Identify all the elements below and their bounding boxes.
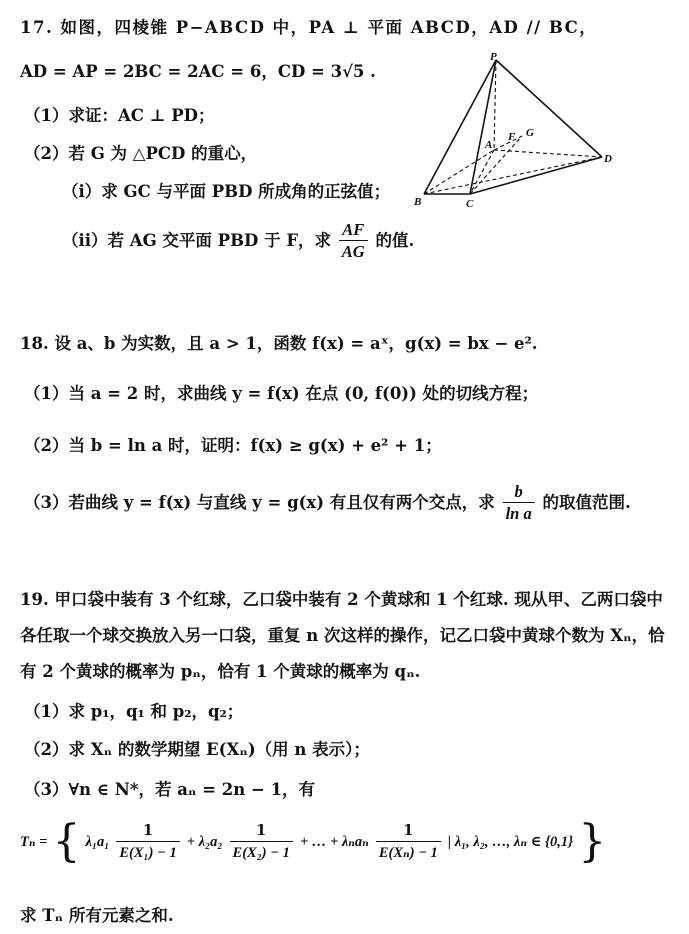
edge-pc [470,60,496,194]
fraction-numerator: 1 [116,821,179,842]
set-term-1-fraction [116,821,179,864]
q17-part-2-ii [62,220,414,263]
q19-part-3: （3）∀n ∈ N*，若 aₙ = 2n − 1，有 [24,780,316,799]
fraction-denominator: E(X₁) − 1 [119,844,177,861]
set-term-2-coef: + λ₂a₂ [186,834,223,850]
edge-cd [470,157,602,194]
label-G: G [526,127,534,139]
q18-part-1: （1）当 a = 2 时，求曲线 y = f(x) 在点 (0, f(0)) 处的切线方程； [24,384,539,403]
fraction-denominator: ln a [505,504,532,523]
q18-part-3-text: （3）若曲线 y = f(x) 与直线 y = g(x) 有且仅有两个交点，求 [24,493,495,512]
q17-part-1: （1）求证：AC ⊥ PD； [24,106,215,125]
q17-part-2-ii-text: （ii）若 AG 交平面 PBD 于 F，求 [62,231,332,250]
right-brace: } [578,816,607,867]
fraction-numerator: 1 [376,821,441,842]
q19-stem-line-1: 19. 甲口袋中装有 3 个红球，乙口袋中装有 2 个黄球和 1 个红球. 现从甲、乙两口袋中 [20,590,663,609]
edge-ab [424,150,494,194]
left-brace: { [52,816,81,867]
q17-part-2-ii-tail: 的值. [375,231,415,250]
q18-part-3 [24,482,631,525]
set-lhs: Tₙ = [20,834,48,850]
edge-pb [424,60,496,194]
set-term-1-coef: λ₁a₁ [85,834,110,850]
q19-stem-line-2: 各任取一个球交换放入另一口袋，重复 n 次这样的操作，记乙口袋中黄球个数为 Xₙ，恰 [20,626,665,645]
diagonal-bd [424,157,602,194]
q18-stem: 18. 设 a、b 为实数，且 a > 1，函数 f(x) = aˣ，g(x) = bx − e². [20,334,538,353]
pyramid-figure [410,52,620,212]
segment-gc [470,136,522,194]
q17-part-2-i: （i）求 GC 与平面 PBD 所成角的正弦值； [62,182,391,201]
label-P: P [490,52,497,63]
edge-pa [494,60,496,150]
q19-final-question: 求 Tₙ 所有元素之和. [20,906,174,925]
set-term-n-coef: + … + λₙaₙ [299,834,369,850]
fraction-denominator: AG [341,242,365,261]
fraction-numerator: b [503,482,535,503]
label-A: A [485,139,493,151]
label-F: F [508,131,516,143]
q19-part-2: （2）求 Xₙ 的数学期望 E(Xₙ)（用 n 表示）； [24,740,370,759]
q19-stem-line-3: 有 2 个黄球的概率为 pₙ，恰有 1 个黄球的概率为 qₙ. [20,662,421,681]
q19-part-1: （1）求 p₁，q₁ 和 p₂，q₂； [24,702,244,721]
af-over-ag-fraction [339,220,368,263]
set-term-n-fraction [376,821,441,864]
fraction-denominator: E(Xₙ) − 1 [378,844,438,861]
set-definition-formula [20,816,607,867]
q17-part-2: （2）若 G 为 △PCD 的重心， [24,144,258,163]
q17-stem-line-2: AD = AP = 2BC = 2AC = 6，CD = 3√5 . [20,62,376,81]
b-over-ln-a-fraction [503,482,535,525]
fraction-numerator: AF [339,220,368,241]
q18-part-3-tail: 的取值范围. [542,493,631,512]
q18-part-2: （2）当 b = ln a 时，证明：f(x) ≥ g(x) + e² + 1； [24,436,442,455]
fraction-numerator: 1 [230,821,293,842]
q17-stem-line-1: 17. 如图，四棱锥 P−ABCD 中，PA ⊥ 平面 ABCD，AD // BC， [20,18,598,37]
edge-ad [494,150,602,157]
label-B: B [414,196,422,208]
label-D: D [604,153,612,165]
set-condition: | λ₁, λ₂, …, λₙ ∈ {0,1} [447,834,574,850]
fraction-denominator: E(X₂) − 1 [232,844,290,861]
set-term-2-fraction [230,821,293,864]
label-C: C [466,198,474,210]
